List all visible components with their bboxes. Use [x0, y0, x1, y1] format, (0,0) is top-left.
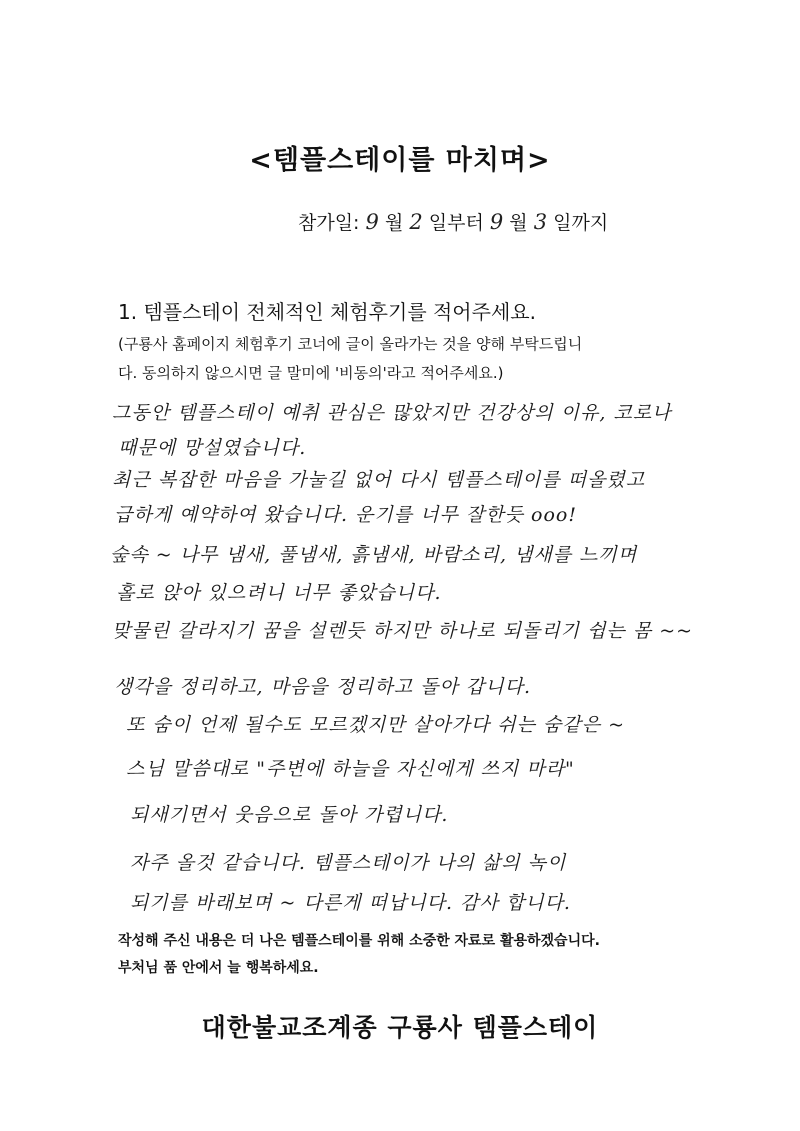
answer-line: 때문에 망설였습니다. [118, 437, 307, 459]
start-day-value: 2 [409, 210, 423, 234]
start-month-value: 9 [365, 210, 379, 234]
until-word: 일까지 [553, 212, 609, 234]
month-word-start: 월 [384, 212, 404, 234]
answer-line: 스님 말씀대로 "주변에 하늘을 자신에게 쓰지 마라" [126, 758, 575, 780]
question-heading: 1. 템플스테이 전체적인 체험후기를 적어주세요. [118, 300, 536, 324]
from-word: 일부터 [428, 212, 484, 234]
answer-line: 최근 복잡한 마음을 가눌길 없어 다시 템플스테이를 떠올렸고 [112, 469, 646, 491]
answer-line: 되새기면서 웃음으로 돌아 가렵니다. [130, 804, 449, 826]
end-month-value: 9 [489, 210, 504, 234]
month-word-end: 월 [509, 212, 528, 234]
answer-line: 자주 올것 같습니다. 템플스테이가 나의 삶의 녹이 [130, 852, 567, 874]
question-note-line-1: (구룡사 홈페이지 체험후기 코너에 글이 올라가는 것을 양해 부탁드립니 [118, 335, 583, 353]
answer-line: 되기를 바래보며 ~ 다른게 떠납니다. 감사 합니다. [130, 892, 571, 914]
answer-line: 생각을 정리하고, 마음을 정리하고 돌아 갑니다. [114, 676, 532, 698]
page-title: <템플스테이를 마치며> [249, 145, 551, 176]
organization-name: 대한불교조계종 구룡사 템플스테이 [201, 1013, 599, 1042]
answer-line: 홀로 앉아 있으려니 너무 좋았습니다. [116, 582, 442, 604]
closing-note-line-1: 작성해 주신 내용은 더 나은 템플스테이를 위해 소중한 자료로 활용하겠습니다. [118, 933, 600, 949]
closing-note-line-2: 부처님 품 안에서 늘 행복하세요. [118, 960, 319, 976]
participation-label: 참가일: [298, 212, 360, 234]
answer-line: 그동안 템플스테이 예취 관심은 많았지만 건강상의 이유, 코로나 [112, 402, 672, 424]
answer-line: 숲속 ~ 나무 냄새, 풀냄새, 흙냄새, 바람소리, 냄새를 느끼며 [110, 544, 638, 566]
answer-line: 또 숨이 언제 될수도 모르겠지만 살아가다 쉬는 숨같은 ~ [126, 714, 626, 736]
end-day-value: 3 [533, 210, 548, 234]
question-note-line-2: 다. 동의하지 않으시면 글 말미에 '비동의'라고 적어주세요.) [118, 364, 504, 382]
participation-dates [298, 208, 608, 235]
answer-line: 급하게 예약하여 왔습니다. 운기를 너무 잘한듯 ooo! [114, 504, 577, 526]
answer-line: 맞물린 갈라지기 꿈을 설렌듯 하지만 하나로 되돌리기 쉽는 몸 ~~ [112, 620, 694, 642]
